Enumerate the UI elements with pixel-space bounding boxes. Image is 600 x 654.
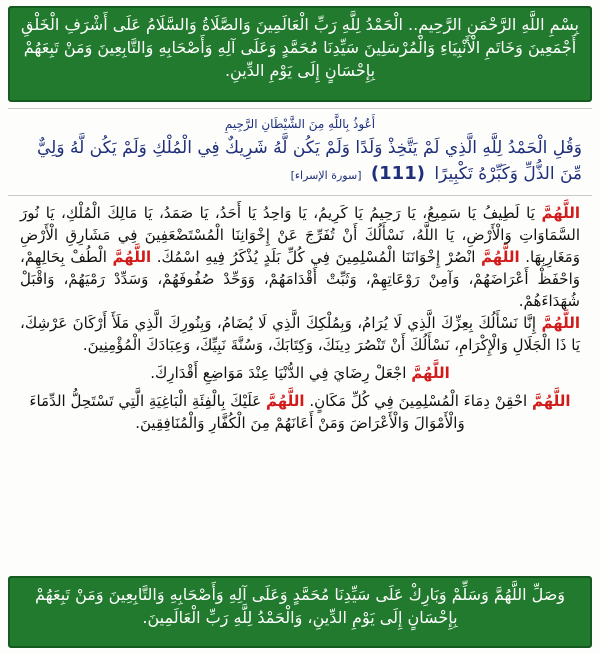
allahumma-word: اللَّهُمَّ — [541, 314, 580, 332]
duaa-paragraph-2: انْصُرْ إِخْوَانَنَا الْمُسْلِمِينَ فِي كُلِّ بَلَدٍ يُذْكَرُ فِيهِ اسْمُكَ. — [156, 248, 476, 266]
istiadha: أَعُوذُ بِاللَّهِ مِنَ الشَّيْطَانِ الرَّجِيمِ — [224, 117, 376, 131]
surah-name: [سورة الإسراء] — [290, 169, 362, 182]
allahumma-word: اللَّهُمَّ — [481, 248, 520, 266]
duaa-paragraph-5: اجْعَلْ رِضَايَ فِي الدُّنْيَا عِنْدَ مَوَاضِعِ أَقْدَارِكَ. — [150, 364, 407, 382]
verse-text: وَقُلِ الْحَمْدُ لِلَّهِ الَّذِي لَمْ يَتَّخِذْ وَلَدًا وَلَمْ يَكُن لَّهُ شَرِيكٌ فِي الْمُلْكِ وَلَمْ يَكُن لَّهُ وَلِيٌّ مِّنَ الذُّلِّ وَكَبِّرْهُ تَكْبِيرًا — [37, 138, 582, 184]
quran-verse — [8, 135, 592, 189]
duaa-line-6 — [8, 390, 592, 434]
duaa-paragraph-1: يَا لَطِيفُ يَا سَمِيعُ، يَا رَحِيمُ يَا كَرِيمُ، يَا وَاحِدُ يَا أَحَدُ، يَا صَمَدُ، يَا مَالِكَ الْمُلْكِ، يَا نُورَ السَّمَاوَاتِ وَالْأَرْضِ، يَا اللَّهُ، نَسْأَلُكَ أَنْ تُفَرِّجَ عَنْ إِخْوَانِنَا الْمُسْتَضْعَفِينَ فِي مَشَارِقِ الْأَرْضِ وَمَغَارِبِهَا. — [20, 204, 580, 266]
duaa-paragraph-6a: احْقِنْ دِمَاءَ الْمُسْلِمِينَ فِي كُلِّ مَكَانٍ. — [309, 392, 528, 410]
header-text: بِسْمِ اللَّهِ الرَّحْمَنِ الرَّحِيمِ.. الْحَمْدُ لِلَّهِ رَبِّ الْعَالَمِينَ وَالصَّلَاةُ وَالسَّلَامُ عَلَى أَشْرَفِ الْخَلْقِ أَجْمَعِينَ وَخَاتَمِ الْأَنْبِيَاءِ وَالْمُرْسَلِينَ سَيِّدِنَا مُحَمَّدٍ وَعَلَى آلِهِ وَأَصْحَابِهِ وَالتَّابِعِينَ وَمَنْ تَبِعَهُمْ بِإِحْسَانٍ إِلَى يَوْمِ الدِّينِ. — [21, 15, 579, 80]
header-box — [8, 6, 592, 102]
allahumma-word: اللَّهُمَّ — [541, 204, 580, 222]
duaa-line-5 — [8, 362, 592, 384]
allahumma-word: اللَّهُمَّ — [112, 248, 152, 266]
duaa-block — [8, 202, 592, 356]
duaa-paragraph-4: إِنَّا نَسْأَلُكَ بِعِزِّكَ الَّذِي لَا يُرَامُ، وَبِمُلْكِكَ الَّذِي لَا يُضَامُ، وَبِنُورِكَ الَّذِي مَلَأَ أَرْكَانَ عَرْشِكَ، يَا ذَا الْجَلَالِ وَالْإِكْرَامِ، نَسْأَلُكَ أَنْ تَنْصُرَ دِينَكَ، وَكِتَابَكَ، وَسُنَّةَ نَبِيِّكَ، وَعِبَادَكَ الْمُؤْمِنِينَ. — [20, 314, 580, 354]
allahumma-word: اللَّهُمَّ — [411, 364, 450, 382]
divider-top — [8, 108, 592, 109]
allahumma-word: اللَّهُمَّ — [266, 392, 305, 410]
verse-number: (111) — [370, 163, 425, 184]
divider-middle — [8, 195, 592, 196]
duaa-paragraph-3: الْطُفْ بِحَالِهِمْ، وَاحْفَظْ أَعْرَاضَهُمْ، وَآمِنْ رَوْعَاتِهِمْ، وَثَبِّتْ أَقْدَامَهُمْ، وَوَحِّدْ صُفُوفَهُمْ، وَسَدِّدْ رَمْيَهُمْ، وَاقْبَلْ شُهَدَاءَهُمْ. — [20, 248, 580, 310]
duaa-paragraph-6b: عَلَيْكَ بِالْفِئَةِ الْبَاغِيَةِ الَّتِي تَسْتَحِلُّ الدِّمَاءَ وَالْأَمْوَالَ وَالْأَعْرَاضَ وَمَنْ أَعَانَهُمْ مِنَ الْكُفَّارِ وَالْمُنَافِقِينَ. — [29, 392, 465, 432]
footer-box — [8, 576, 592, 648]
allahumma-word: اللَّهُمَّ — [532, 392, 571, 410]
footer-text: وَصَلِّ اللَّهُمَّ وَسَلِّمْ وَبَارِكْ عَلَى سَيِّدِنَا مُحَمَّدٍ وَعَلَى آلِهِ وَأَصْحَابِهِ وَالتَّابِعِينَ وَمَنْ تَبِعَهُمْ بِإِحْسَانٍ إِلَى يَوْمِ الدِّينِ، وَالْحَمْدُ لِلَّهِ رَبِّ الْعَالَمِينَ. — [34, 585, 566, 627]
